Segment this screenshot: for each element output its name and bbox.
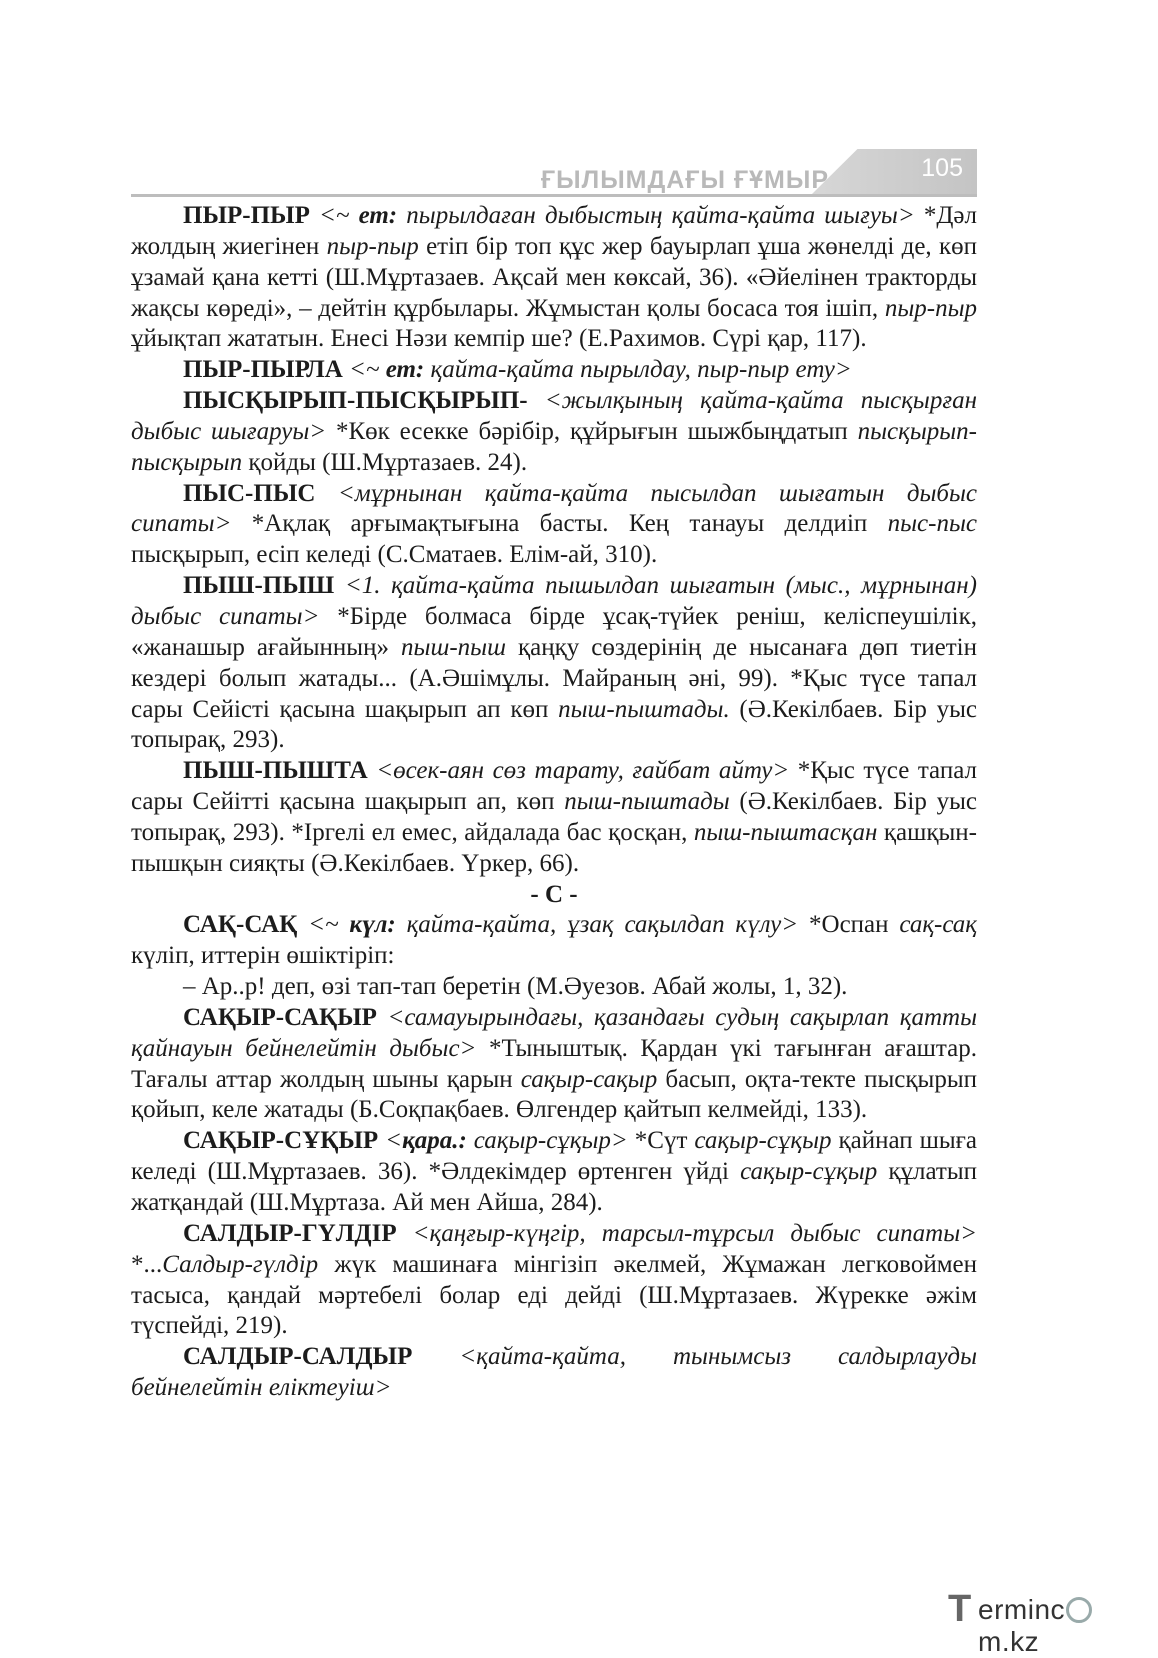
running-title: ҒЫЛЫМДАҒЫ ҒҰМЫР [541, 166, 829, 194]
entry-example-text: *... [131, 1250, 163, 1278]
entry-example-text: (Ә.Кекілбаев. Бір уыс топырақ, 293). [131, 695, 977, 754]
entry-saldyr-guldir [131, 1219, 977, 1342]
entry-headword: САҚ-САҚ [183, 911, 298, 939]
entry-grammar-label: қара.: [402, 1127, 467, 1155]
entry-example-text: қаңқу сөздерінің де нысанаға дөп тиетін кездері болып жатады... (А.Әшімұлы. Майраның әні, 99). *Қыс түсе тапал сары Сейісті қасына шақырып ап көп [131, 633, 977, 723]
entry-example-word: пыш-пыш [401, 633, 506, 661]
entry-example-word: сақыр-сұқыр [740, 1158, 878, 1186]
entry-example-text: *Бірде болмаса бірде ұсақ-түйек реніш, келіспеушілік, «жанашыр ағайынның» [131, 602, 977, 661]
entry-headword: САҚЫР-САҚЫР [183, 1003, 377, 1031]
entry-example-text: *Тыныштық. Қардан үкі тағынған ағаштар. Тағалы аттар жолдың шыны қарын [131, 1034, 977, 1093]
entry-pysqyryp [131, 386, 977, 479]
entry-example-text: *Ақлақ арғымақтығына басты. Кең танауы делдиіп [231, 510, 888, 538]
entry-definition-open: <~ [297, 911, 350, 939]
entry-headword: ПЫШ-ПЫШТА [183, 757, 368, 785]
running-header [131, 149, 977, 197]
entry-definition: <самауырындағы, қазандағы судың сақырлап қатты қайнауын бейнелейтін дыбыс> [131, 1003, 977, 1062]
logo-initial: T [948, 1588, 972, 1630]
entry-example-text: *Дәл жолдың жиегінен [131, 202, 977, 260]
entry-example-text: қойды (Ш.Мұртазаев. 24). [242, 448, 528, 476]
entry-example-word: пыр-пыр [884, 294, 977, 322]
entry-example-word: пыш-пыштады [564, 788, 730, 816]
entry-example-text: құлатып жатқандай (Ш.Мұртаза. Ай мен Айша, 284). [131, 1158, 977, 1216]
entry-saqyr-suqyr [131, 1126, 977, 1219]
magnifier-icon [1066, 1597, 1092, 1623]
entry-definition: <өсек-аян сөз тарату, ғайбат айту> [367, 757, 790, 785]
entry-definition: қайта-қайта пырылдау, пыр-пыр ету> [424, 356, 852, 384]
termincom-watermark-logo [948, 1588, 1148, 1657]
entry-dialog-line: – Ар..р! деп, өзі тап-тап беретін (М.Әуезов. Абай жолы, 1, 32). [183, 973, 848, 1001]
entry-example-word: пыс-пыс [887, 510, 977, 538]
entry-definition: қайта-қайта, ұзақ сақылдап күлу> [395, 911, 799, 939]
entry-example-text: күліп, иттерін өшіктіріп: [131, 942, 395, 970]
entry-headword: САҚЫР-СҰҚЫР [183, 1127, 379, 1155]
entry-definition-open: <~ [342, 356, 386, 384]
entry-saqyr-saqyr [131, 1003, 977, 1126]
page-number: 105 [921, 154, 963, 182]
entry-definition: <мұрнынан қайта-қайта пысылдап шығатын дыбыс сипаты> [131, 479, 977, 538]
entry-example-text: *Қыс түсе тапал сары Сейітті қасына шақырып ап, көп [131, 757, 977, 816]
entry-headword: ПЫР-ПЫР [183, 202, 310, 229]
entry-headword: САЛДЫР-ГҮЛДІР [183, 1219, 397, 1247]
entry-example-text: қайнап шыға келеді (Ш.Мұртазаев. 36). *Әлдекімдер өртенген үйді [131, 1127, 978, 1186]
entry-headword: ПЫСҚЫРЫП-ПЫСҚЫРЫП- [183, 387, 528, 415]
logo-text-middle: erminc [978, 1594, 1066, 1625]
entry-example-text: ұйықтап жататын. Енесі Нәзи кемпір ше? (Е.Рахимов. Сүрі қар, 117). [131, 325, 867, 353]
logo-text-end: m.kz [978, 1626, 1040, 1657]
entry-definition-open: <~ [309, 202, 359, 229]
entry-definition: <1. қайта-қайта пышылдап шығатын (мыс., мұрнынан) дыбыс сипаты> [131, 572, 977, 630]
entry-example-text: *Көк есекке бәрібір, құйрығын шыжбыңдатып [326, 417, 858, 445]
entry-grammar-label: күл: [349, 911, 396, 939]
entry-example-word: сақ-сақ [899, 911, 977, 939]
entry-example-text: етіп бір топ құс жер бауырлап ұша жөнелді де, көп ұзамай қана кетті (Ш.Мұртазаев. Ақсай мен көксай, 36). «Әйелінен тракторды жақсы көреді», – дейтін құрбылары. Жұмыстан қолы босаса тоя ішіп, [131, 232, 977, 322]
entry-saq-saq [131, 910, 977, 972]
entry-headword: САЛДЫР-САЛДЫР [183, 1343, 413, 1371]
entry-definition-open: < [378, 1127, 403, 1155]
entry-headword: ПЫШ-ПЫШ [183, 572, 335, 600]
entry-definition: <қаңғыр-күңгір, тарсыл-тұрсыл дыбыс сипаты> [396, 1219, 977, 1247]
dictionary-text [131, 201, 977, 1404]
entry-definition: пырылдаған дыбыстың қайта-қайта шығуы> [397, 202, 915, 229]
entry-example-text: (Ә.Кекілбаев. Бір уыс топырақ, 293). *Іргелі ел емес, айдалада бас қосқан, [131, 788, 977, 846]
entry-example-text: *Оспан [798, 911, 900, 939]
entry-example-text: пысқырып, есіп келеді (С.Сматаев. Елім-ай, 310). [131, 541, 658, 569]
entry-grammar-label: ет: [385, 356, 425, 384]
entry-example-word: сақыр-сұқыр [694, 1127, 832, 1155]
section-letter-heading: - С - [530, 880, 578, 908]
entry-headword: ПЫС-ПЫС [183, 479, 316, 507]
entry-example-text: қашқын-пышқын сияқты (Ә.Кекілбаев. Үркер, 66). [131, 818, 978, 877]
entry-example-word: сақыр-сақыр [520, 1065, 658, 1093]
entry-example-word: пыш-пыштасқан [693, 818, 878, 846]
entry-example-word: пыр-пыр [326, 232, 419, 260]
entry-definition: сақыр-сұқыр> [466, 1127, 628, 1155]
entry-pysh-pyshta [131, 756, 977, 879]
entry-example-word: пыш-пыштады. [558, 695, 730, 723]
entry-pys-pys [131, 479, 977, 572]
logo-text [978, 1594, 1148, 1658]
entry-example-text: *Сүт [627, 1127, 695, 1155]
entry-saldyr-saldyr [131, 1342, 977, 1404]
entry-pysh-pysh [131, 571, 977, 756]
entry-definition: <қайта-қайта, тынымсыз салдырлауды бейнелейтін еліктеуіш> [131, 1343, 977, 1402]
entry-pyr-pyrla [131, 355, 977, 386]
entry-example-text: басып, оқта-текте пысқырып қойып, келе жатады (Б.Соқпақбаев. Өлгендер қайтып келмейді, 133). [131, 1065, 977, 1124]
entry-example-word: Салдыр-гүлдір [162, 1250, 319, 1278]
entry-pyr-pyr [131, 201, 977, 355]
entry-example-text: жүк машинаға мінгізіп әкелмей, Жұмажан легковоймен тасыса, қандай мәртебелі болар еді дейді (Ш.Мұртазаев. Жүрекке әжім түспейді, 219). [131, 1250, 977, 1340]
entry-example-word: пысқырып-пысқырып [131, 417, 978, 476]
entry-definition: <жылқының қайта-қайта пысқырған дыбыс шығаруы> [131, 387, 977, 445]
entry-grammar-label: ет: [358, 202, 398, 229]
entry-headword: ПЫР-ПЫРЛА [183, 356, 343, 384]
